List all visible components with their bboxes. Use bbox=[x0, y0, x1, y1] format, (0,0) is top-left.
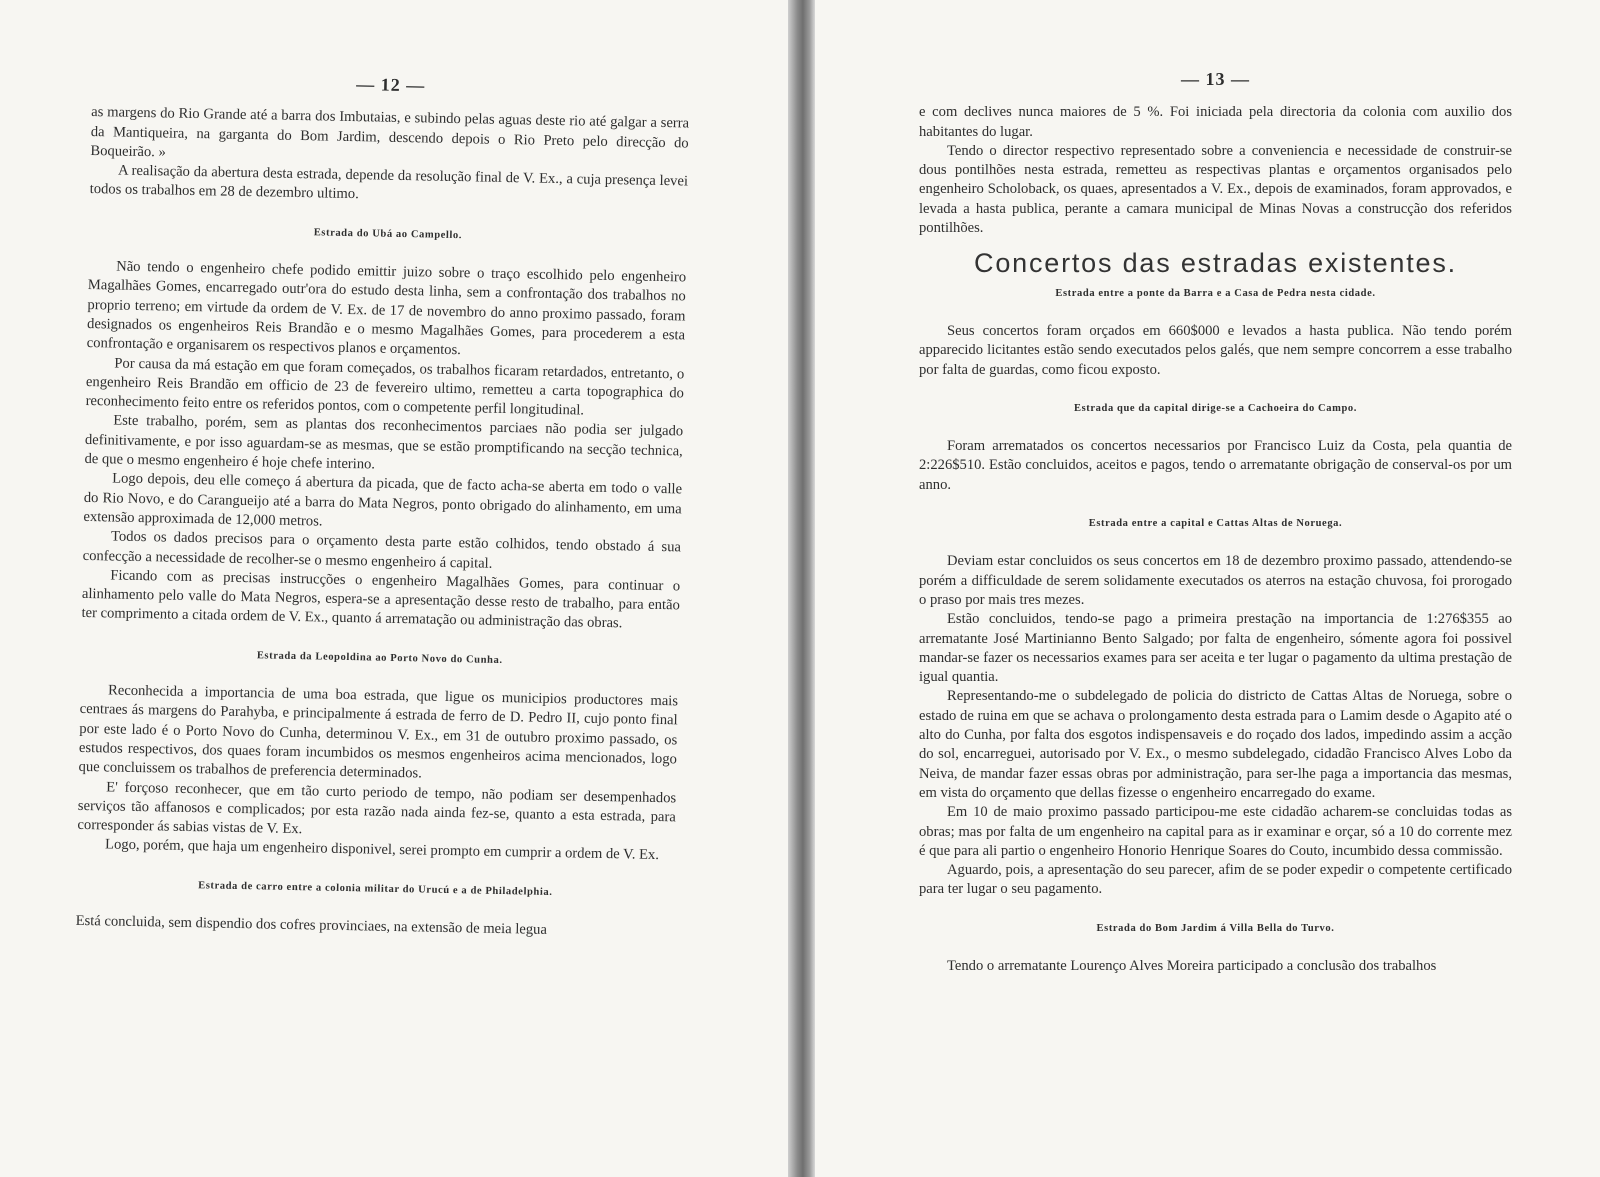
paragraph: Todos os dados precisos para o orçamento desta parte estão colhidos, tendo obstado á sua confecção a necessidade de recolher-se o mesmo engenheiro á capital. bbox=[82, 528, 682, 572]
section-heading: Estrada do Ubá ao Campello. bbox=[313, 227, 463, 241]
paragraph: Ficando com as precisas instrucções o engenheiro Magalhães Gomes, para continuar o alinhamento pelo valle do Mata Negros, espera-se a apresentação desse resto de trabalho, para então ter comprimento a citada ordem de V. Ex., quanto á arrematação ou administração das obras. bbox=[81, 567, 681, 632]
right-page bbox=[815, 0, 1600, 1177]
page-number: — 12 — bbox=[356, 74, 426, 96]
paragraph: Tendo o arrematante Lourenço Alves Moreira participado a conclusão dos trabalhos bbox=[947, 957, 1437, 974]
page-number: — 13 — bbox=[1181, 69, 1250, 89]
paragraph: Não tendo o engenheiro chefe podido emittir juizo sobre o traço escolhido pelo engenheiro Magalhães Gomes, encarregado outr'ora do estudo desta linha, sem a confrontação dos trabalhos no proprio terreno; em virtude da ordem de V. Ex. de 17 de novembro do anno proximo passado, foram designados os engenheiros Reis Brandão e o mesmo Magalhães Gomes, para procederem a esta confrontação e organisarem os respectivos planos e orçamentos. bbox=[86, 258, 687, 359]
section-heading: Estrada da Leopoldina ao Porto Novo do Cunha. bbox=[256, 649, 503, 666]
section-heading: Estrada de carro entre a colonia militar do Urucú e a de Philadelphia. bbox=[198, 879, 553, 898]
paragraph: as margens do Rio Grande até a barra dos Imbutaias, e subindo pelas aguas deste rio até galgar a serra da Mantiqueira, na garganta do Bom Jardim, descendo depois o Rio Preto pelo direcção do Boqueirão. » bbox=[90, 104, 690, 161]
section-heading: Estrada entre a capital e Cattas Altas de Noruega. bbox=[1088, 518, 1343, 530]
paragraph: Em 10 de maio proximo passado participou-me este cidadão acharem-se concluidas todas as obras; mas por falta de um engenheiro na capital para as ir examinar e orçar, só a 10 do corrente mez é que para ali partio o engenheiro Honorio Henrique Soares do Couto, incumbido dessa commissão. bbox=[919, 804, 1512, 859]
paragraph: e com declives nunca maiores de 5 %. Foi iniciada pela directoria da colonia com auxilio dos habitantes do lugar. bbox=[919, 104, 1512, 140]
paragraph: A realisação da abertura desta estrada, depende da resolução final de V. Ex., a cuja presença levei todos os trabalhos em 28 de dezembro ultimo. bbox=[89, 162, 689, 203]
paragraph: Logo, porém, que haja um engenheiro disponivel, serei prompto em cumprir a ordem de V. Ex. bbox=[104, 836, 660, 864]
paragraph: Deviam estar concluidos os seus concertos em 18 de dezembro proximo passado, attendendo-se porém a difficuldade de serem solidamente executados os aterros na estação chuvosa, foi prorogado o praso por mais tres mezes. bbox=[919, 553, 1512, 608]
paragraph: Logo depois, deu elle começo á abertura da picada, que de facto acha-se aberta em todo o valle do Rio Novo, e do Carangueijo até a barra do Mata Negros, ponto obrigado do alinhamento, em uma extensão approximada de 12,000 metros. bbox=[83, 470, 683, 530]
paragraph: Tendo o director respectivo representado sobre a conveniencia e necessidade de construir-se dous pontilhões nesta estrada, remetteu as respectivas plantas e orçamentos organisados pelo engenheiro Scholoback, os quaes, apresentados a V. Ex., depois de examinados, foram approvados, e levada a hasta publica, perante a camara municipal de Minas Novas a construcção dos referidos pontilhões. bbox=[919, 142, 1512, 237]
left-page bbox=[0, 0, 788, 1177]
left-page-text bbox=[75, 70, 689, 943]
section-heading: Estrada entre a ponte da Barra e a Casa de Pedra nesta cidade. bbox=[1055, 287, 1376, 299]
paragraph: Este trabalho, porém, sem as plantas dos reconhecimentos parciaes não podia ser julgado definitivamente, e por isso aguardam-se as mesmas, que se estão promptificando na secção technica, de que o mesmo engenheiro é hoje chefe interino. bbox=[84, 412, 684, 473]
paragraph: Representando-me o subdelegado de policia do districto de Cattas Altas de Noruega, sobre o estado de ruina em que se achava o prolongamento desta estrada para o Lamim desde o Agapito até o alto do Cunha, por falta dos esgotos indispensaveis e do roçado dos lados, impedindo assim a acção do sol, encarreguei, autorisado por V. Ex., o mesmo subdelegado, cidadão Francisco Alves Lobo da Neiva, de mandar fazer essas obras por administração, para ser-lhe paga a importancia das mesmas, em vista do orçamento que dellas fizesse o engenheiro encarregado do exame. bbox=[919, 688, 1512, 801]
paragraph: E' forçoso reconhecer, que em tão curto periodo de tempo, não podiam ser desempenhados serviços tão affanosos e complicados; por esta razão nada ainda fez-se, quanto a esta estrada, para corresponder ás sabias vistas de V. Ex. bbox=[77, 778, 677, 838]
section-heading: Estrada que da capital dirige-se a Cachoeira do Campo. bbox=[1074, 402, 1357, 414]
paragraph: Por causa da má estação em que foram começados, os trabalhos ficaram retardados, entretanto, o engenheiro Reis Brandão em officio de 23 de fevereiro ultimo, remetteu a carta topographica do reconhecimento feito entre os referidos pontos, com o competente perfil longitudinal. bbox=[85, 355, 685, 419]
paragraph: Foram arrematados os concertos necessarios por Francisco Luiz da Costa, pela quantia de 2:226$510. Estão concluidos, aceitos e pagos, tendo o arrematante obrigação de conserval-os por um anno. bbox=[919, 438, 1512, 493]
chapter-title: Concertos das estradas existentes. bbox=[974, 248, 1457, 279]
right-page-text bbox=[919, 70, 1512, 976]
paragraph: Seus concertos foram orçados em 660$000 e levados a hasta publica. Não tendo porém apparecido licitantes estão sendo executados pelos galés, que nem sempre concorrem a esse trabalho por falta de guardas, como ficou exposto. bbox=[919, 322, 1512, 378]
paragraph: Reconhecida a importancia de uma boa estrada, que ligue os municipios productores mais centraes ás margens do Parahyba, e principalmente á estrada de ferro de D. Pedro II, cujo ponto final por este lado é o Porto Novo do Cunha, determinou V. Ex., em 31 de outubro proximo passado, os estudos respectivos, dos quaes foram incumbidos os mesmos engenheiros acima mencionados, logo que concluissem os trabalhos de preferencia determinados. bbox=[78, 682, 679, 782]
paragraph: Aguardo, pois, a apresentação do seu parecer, afim de se poder expedir o competente certificado para ter lugar o seu pagamento. bbox=[919, 862, 1512, 898]
paragraph: Está concluida, sem dispendio dos cofres provinciaes, na extensão de meia legua bbox=[75, 912, 548, 938]
section-heading: Estrada do Bom Jardim á Villa Bella do Turvo. bbox=[1096, 922, 1335, 934]
paragraph: Estão concluidos, tendo-se pago a primeira prestação na importancia de 1:276$355 ao arrematante José Martinianno Bento Salgado; por falta de engenheiro, sómente agora foi possivel mandar-se fazer os necessarios exames para ser aceita e ter lugar o pagamento da ultima prestação de igual quantia. bbox=[919, 611, 1512, 686]
book-gutter bbox=[788, 0, 815, 1177]
